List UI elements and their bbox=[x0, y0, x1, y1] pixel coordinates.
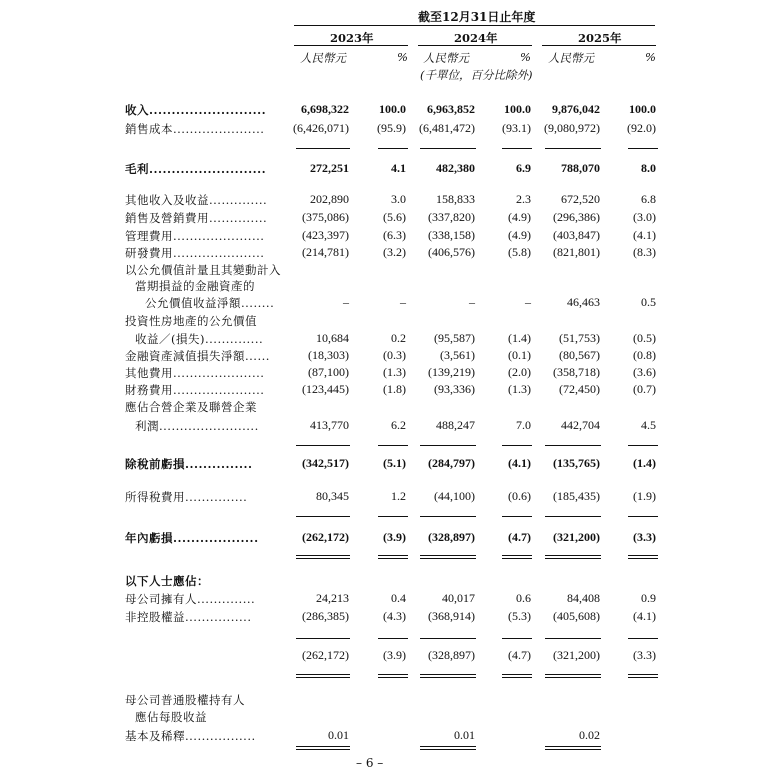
rule bbox=[545, 445, 601, 446]
row-value: 202,890 bbox=[310, 192, 349, 206]
row-value: 272,251 bbox=[310, 161, 349, 175]
row-value: 10,684 bbox=[316, 331, 349, 345]
row-value: 100.0 bbox=[504, 102, 531, 116]
year-2023-underline bbox=[294, 45, 408, 46]
rule bbox=[420, 516, 476, 517]
row-value: (1.4) bbox=[508, 331, 531, 345]
row-value: (1.3) bbox=[383, 365, 406, 379]
row-value: (51,753) bbox=[559, 331, 600, 345]
rule bbox=[502, 148, 532, 149]
row-value: (423,397) bbox=[302, 228, 349, 242]
row-value: 0.01 bbox=[454, 728, 475, 742]
rule bbox=[296, 674, 350, 675]
row-value: (8.3) bbox=[633, 245, 656, 259]
row-label: 銷售成本...................... bbox=[125, 122, 265, 136]
row-value: (337,820) bbox=[428, 210, 475, 224]
rule bbox=[296, 749, 350, 750]
currency-label-2023: 人民幣元 bbox=[300, 51, 346, 65]
rule bbox=[628, 674, 658, 675]
year-2024: 2024年 bbox=[454, 31, 498, 45]
year-2025: 2025年 bbox=[578, 31, 622, 45]
row-value: (358,718) bbox=[553, 365, 600, 379]
rule bbox=[502, 674, 532, 675]
rule bbox=[502, 445, 532, 446]
row-value: 4.1 bbox=[391, 161, 406, 175]
row-value: – bbox=[469, 295, 475, 309]
row-value: 0.9 bbox=[641, 591, 656, 605]
row-value: (321,200) bbox=[553, 530, 600, 544]
row-value: 0.01 bbox=[328, 728, 349, 742]
row-value: (321,200) bbox=[553, 648, 600, 662]
row-value: (338,158) bbox=[428, 228, 475, 242]
row-value: (403,847) bbox=[553, 228, 600, 242]
row-value: 0.6 bbox=[516, 591, 531, 605]
row-value: (262,172) bbox=[302, 648, 349, 662]
row-value: 24,213 bbox=[316, 591, 349, 605]
row-value: 1.2 bbox=[391, 489, 406, 503]
row-value: (72,450) bbox=[559, 382, 600, 396]
row-value: (0.5) bbox=[633, 331, 656, 345]
rule bbox=[545, 516, 601, 517]
rule bbox=[628, 677, 658, 678]
rule bbox=[545, 677, 601, 678]
row-value: 0.02 bbox=[579, 728, 600, 742]
row-value: (4.1) bbox=[508, 456, 531, 470]
row-label: 毛利.......................... bbox=[125, 162, 267, 176]
row-value: 672,520 bbox=[561, 192, 600, 206]
rule bbox=[502, 516, 532, 517]
rule bbox=[628, 638, 658, 639]
rule bbox=[420, 677, 476, 678]
row-value: (18,303) bbox=[308, 348, 349, 362]
rule bbox=[420, 148, 476, 149]
row-value: (4.7) bbox=[508, 530, 531, 544]
page-number: – 6 – bbox=[356, 756, 384, 770]
row-label: 銷售及營銷費用.............. bbox=[125, 211, 268, 225]
row-value: (93.1) bbox=[502, 121, 531, 135]
row-value: (1.9) bbox=[633, 489, 656, 503]
row-value: 46,463 bbox=[567, 295, 600, 309]
row-label: 年內虧損................... bbox=[125, 531, 259, 545]
rule bbox=[378, 677, 408, 678]
row-label: 投資性房地產的公允價值 bbox=[125, 314, 257, 328]
row-value: 0.5 bbox=[641, 295, 656, 309]
year-2025-underline bbox=[542, 45, 656, 46]
year-2023: 2023年 bbox=[330, 31, 374, 45]
row-value: (4.7) bbox=[508, 648, 531, 662]
row-value: (284,797) bbox=[428, 456, 475, 470]
row-label: 研發費用...................... bbox=[125, 246, 265, 260]
period-underline bbox=[294, 25, 655, 26]
row-value: 488,247 bbox=[436, 418, 475, 432]
row-value: (5.1) bbox=[383, 456, 406, 470]
row-value: 40,017 bbox=[442, 591, 475, 605]
row-value: (5.6) bbox=[383, 210, 406, 224]
rule bbox=[628, 148, 658, 149]
row-value: (4.1) bbox=[633, 228, 656, 242]
row-value: 8.0 bbox=[641, 161, 656, 175]
row-value: (6,426,071) bbox=[293, 121, 349, 135]
row-value: (328,897) bbox=[428, 648, 475, 662]
rule bbox=[545, 746, 601, 747]
rule bbox=[378, 674, 408, 675]
row-value: 6.9 bbox=[516, 161, 531, 175]
row-value: (821,801) bbox=[553, 245, 600, 259]
row-value: 158,833 bbox=[436, 192, 475, 206]
row-value: 6,963,852 bbox=[427, 102, 475, 116]
row-value: (135,765) bbox=[553, 456, 600, 470]
row-label: 當期損益的金融資產的 bbox=[135, 279, 255, 293]
row-label: 母公司擁有人.............. bbox=[125, 592, 256, 606]
row-value: (80,567) bbox=[559, 348, 600, 362]
rule bbox=[502, 638, 532, 639]
row-value: (0.7) bbox=[633, 382, 656, 396]
row-value: 3.0 bbox=[391, 192, 406, 206]
rule bbox=[296, 677, 350, 678]
row-value: 6,698,322 bbox=[301, 102, 349, 116]
rule bbox=[545, 558, 601, 559]
row-value: (123,445) bbox=[302, 382, 349, 396]
row-value: (375,086) bbox=[302, 210, 349, 224]
pct-label-2023: % bbox=[397, 50, 408, 64]
row-value: (185,435) bbox=[553, 489, 600, 503]
row-label: 所得稅費用............... bbox=[125, 490, 248, 504]
rule bbox=[378, 555, 408, 556]
row-value: (342,517) bbox=[302, 456, 349, 470]
row-value: (1.4) bbox=[633, 456, 656, 470]
rule bbox=[420, 555, 476, 556]
row-value: 442,704 bbox=[561, 418, 600, 432]
rule bbox=[378, 445, 408, 446]
row-value: (95.9) bbox=[377, 121, 406, 135]
row-value: 7.0 bbox=[516, 418, 531, 432]
row-value: (368,914) bbox=[428, 609, 475, 623]
row-value: (0.6) bbox=[508, 489, 531, 503]
rule bbox=[545, 638, 601, 639]
rule bbox=[502, 558, 532, 559]
rule bbox=[378, 148, 408, 149]
row-value: – bbox=[400, 295, 406, 309]
pct-label-2025: % bbox=[645, 50, 656, 64]
row-value: (214,781) bbox=[302, 245, 349, 259]
row-value: (9,080,972) bbox=[544, 121, 600, 135]
row-value: 2.3 bbox=[516, 192, 531, 206]
row-value: (0.3) bbox=[383, 348, 406, 362]
row-label: 以下人士應佔： bbox=[125, 574, 209, 588]
row-value: (406,576) bbox=[428, 245, 475, 259]
rule bbox=[296, 638, 350, 639]
rule bbox=[420, 674, 476, 675]
row-label: 其他費用...................... bbox=[125, 366, 265, 380]
row-label: 收入.......................... bbox=[125, 103, 267, 117]
row-value: 0.2 bbox=[391, 331, 406, 345]
rule bbox=[628, 558, 658, 559]
row-label: 收益／(損失).............. bbox=[135, 332, 264, 346]
row-value: (0.1) bbox=[508, 348, 531, 362]
row-value: (93,336) bbox=[434, 382, 475, 396]
rule bbox=[296, 445, 350, 446]
rule bbox=[628, 516, 658, 517]
row-value: – bbox=[343, 295, 349, 309]
row-value: (6.3) bbox=[383, 228, 406, 242]
rule bbox=[420, 638, 476, 639]
rule bbox=[502, 677, 532, 678]
rule bbox=[296, 516, 350, 517]
row-value: (44,100) bbox=[434, 489, 475, 503]
row-label: 其他收入及收益.............. bbox=[125, 193, 268, 207]
row-label: 應佔每股收益 bbox=[135, 710, 207, 724]
row-label: 應佔合營企業及聯營企業 bbox=[125, 400, 257, 414]
row-label: 以公允價值計量且其變動計入 bbox=[125, 263, 281, 277]
row-value: (3.2) bbox=[383, 245, 406, 259]
row-label: 除稅前虧損............... bbox=[125, 457, 253, 471]
row-value: (3.6) bbox=[633, 365, 656, 379]
rule bbox=[420, 749, 476, 750]
row-value: (4.1) bbox=[633, 609, 656, 623]
row-label: 金融資產減值損失淨額...... bbox=[125, 349, 270, 363]
row-label: 母公司普通股權持有人 bbox=[125, 693, 245, 707]
pct-label-2024: % bbox=[520, 50, 531, 64]
row-value: 80,345 bbox=[316, 489, 349, 503]
row-value: 84,408 bbox=[567, 591, 600, 605]
row-value: (262,172) bbox=[302, 530, 349, 544]
row-value: 482,380 bbox=[436, 161, 475, 175]
row-value: (4.9) bbox=[508, 228, 531, 242]
row-value: 6.2 bbox=[391, 418, 406, 432]
row-value: (296,386) bbox=[553, 210, 600, 224]
rule bbox=[628, 555, 658, 556]
rule bbox=[628, 445, 658, 446]
row-value: (4.9) bbox=[508, 210, 531, 224]
rule bbox=[502, 555, 532, 556]
row-value: 788,070 bbox=[561, 161, 600, 175]
currency-label-2024: 人民幣元 bbox=[423, 51, 469, 65]
row-label: 財務費用...................... bbox=[125, 383, 265, 397]
row-value: (286,385) bbox=[302, 609, 349, 623]
row-value: (1.8) bbox=[383, 382, 406, 396]
rule bbox=[296, 555, 350, 556]
row-label: 基本及稀釋................. bbox=[125, 729, 256, 743]
row-value: 6.8 bbox=[641, 192, 656, 206]
rule bbox=[296, 148, 350, 149]
row-value: 0.4 bbox=[391, 591, 406, 605]
row-value: 4.5 bbox=[641, 418, 656, 432]
rule bbox=[545, 674, 601, 675]
row-value: 100.0 bbox=[629, 102, 656, 116]
row-value: (3.9) bbox=[383, 530, 406, 544]
row-value: (3,561) bbox=[440, 348, 475, 362]
row-value: (5.3) bbox=[508, 609, 531, 623]
rule bbox=[420, 445, 476, 446]
row-label: 非控股權益................ bbox=[125, 610, 252, 624]
year-2024-underline bbox=[418, 45, 532, 46]
rule bbox=[420, 746, 476, 747]
row-value: (6,481,472) bbox=[419, 121, 475, 135]
row-value: (1.3) bbox=[508, 382, 531, 396]
period-heading: 截至12月31日止年度 bbox=[418, 10, 536, 24]
rule bbox=[545, 555, 601, 556]
currency-label-2025: 人民幣元 bbox=[548, 51, 594, 65]
rule bbox=[378, 558, 408, 559]
row-value: (139,219) bbox=[428, 365, 475, 379]
row-value: (0.8) bbox=[633, 348, 656, 362]
row-value: (3.9) bbox=[383, 648, 406, 662]
row-value: 413,770 bbox=[310, 418, 349, 432]
row-value: (4.3) bbox=[383, 609, 406, 623]
row-value: (92.0) bbox=[627, 121, 656, 135]
row-value: 9,876,042 bbox=[552, 102, 600, 116]
unit-note: (千單位，百分比除外) bbox=[420, 68, 533, 82]
row-value: (2.0) bbox=[508, 365, 531, 379]
row-value: 100.0 bbox=[379, 102, 406, 116]
row-value: (3.3) bbox=[633, 530, 656, 544]
rule bbox=[296, 558, 350, 559]
row-value: (328,897) bbox=[428, 530, 475, 544]
row-label: 利潤........................ bbox=[135, 419, 259, 433]
row-value: – bbox=[525, 295, 531, 309]
row-value: (3.3) bbox=[633, 648, 656, 662]
row-value: (405,608) bbox=[553, 609, 600, 623]
row-value: (87,100) bbox=[308, 365, 349, 379]
row-label: 公允價值收益淨額........ bbox=[145, 296, 275, 310]
rule bbox=[296, 746, 350, 747]
rule bbox=[545, 148, 601, 149]
rule bbox=[545, 749, 601, 750]
row-value: (95,587) bbox=[434, 331, 475, 345]
rule bbox=[378, 516, 408, 517]
row-label: 管理費用...................... bbox=[125, 229, 265, 243]
rule bbox=[420, 558, 476, 559]
rule bbox=[378, 638, 408, 639]
row-value: (5.8) bbox=[508, 245, 531, 259]
row-value: (3.0) bbox=[633, 210, 656, 224]
